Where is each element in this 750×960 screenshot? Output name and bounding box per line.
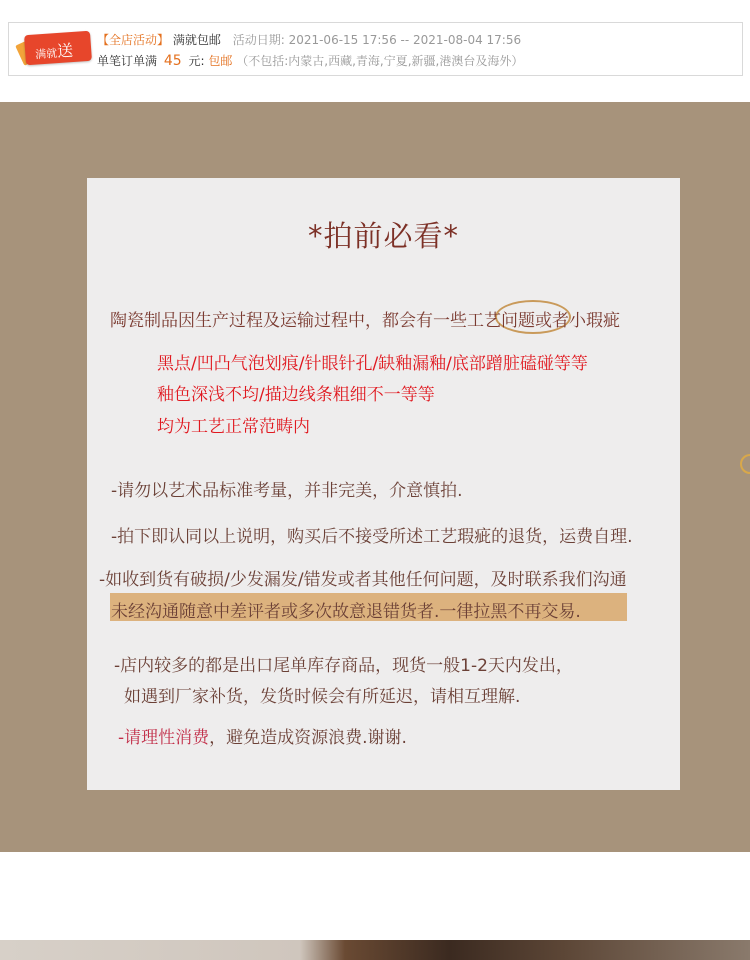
promo-condition-line [97,52,523,69]
notice-poster [0,102,750,852]
promo-tag: 【全店活动】 [97,33,170,47]
notice-card [87,178,680,790]
rule-5-accent: -请理性消费 [118,728,210,748]
rule-3: -如收到货有破损/少发漏发/错发或者其他任何问题，及时联系我们沟通 [99,570,627,590]
promo-quantity: 45 [163,53,182,69]
badge-text: 满就送 [34,40,74,62]
rule-5 [118,723,407,748]
notice-title: *拍前必看* [307,219,459,253]
promo-benefit: 包邮 [208,54,233,68]
defect-line-3: 均为工艺正常范畴内 [157,417,310,437]
rule-4-line-1: -店内较多的都是出口尾单库存商品，现货一般1-2天内发出， [114,656,573,676]
promo-banner [8,22,743,76]
promo-exclusions: （不包括:内蒙古,西藏,青海,宁夏,新疆,港澳台及海外） [236,54,524,68]
promo-badge-icon [19,29,95,69]
promo-title-line [97,31,521,48]
defect-line-2: 釉色深浅不均/描边线条粗细不一等等 [157,385,435,405]
rule-4-line-2: 如遇到厂家补货，发货时候会有所延迟，请相互理解. [124,687,521,707]
rule-2: -拍下即认同以上说明，购买后不接受所述工艺瑕疵的退货，运费自理. [111,527,633,547]
defect-line-1: 黑点/凹凸气泡划痕/针眼针孔/缺釉漏釉/底部蹭脏磕碰等等 [157,354,588,374]
promo-unit: 元: [188,54,205,68]
promo-date-range: 2021-06-15 17:56 -- 2021-08-04 17:56 [288,33,522,47]
promo-title: 满就包邮 [172,33,221,47]
promo-date-label: 活动日期: [232,33,285,47]
side-bracket-icon [740,454,750,474]
notice-intro: 陶瓷制品因生产过程及运输过程中，都会有一些工艺问题或者小瑕疵 [110,311,620,331]
product-photo-strip [0,940,750,960]
rule-1: -请勿以艺术品标准考量，并非完美，介意慎拍. [111,481,463,501]
rule-5-rest: ，避免造成资源浪费.谢谢. [209,728,407,748]
promo-condition-prefix: 单笔订单满 [97,54,158,68]
rule-3-highlight: 未经沟通随意中差评者或多次故意退错货者.一律拉黑不再交易. [111,602,581,622]
